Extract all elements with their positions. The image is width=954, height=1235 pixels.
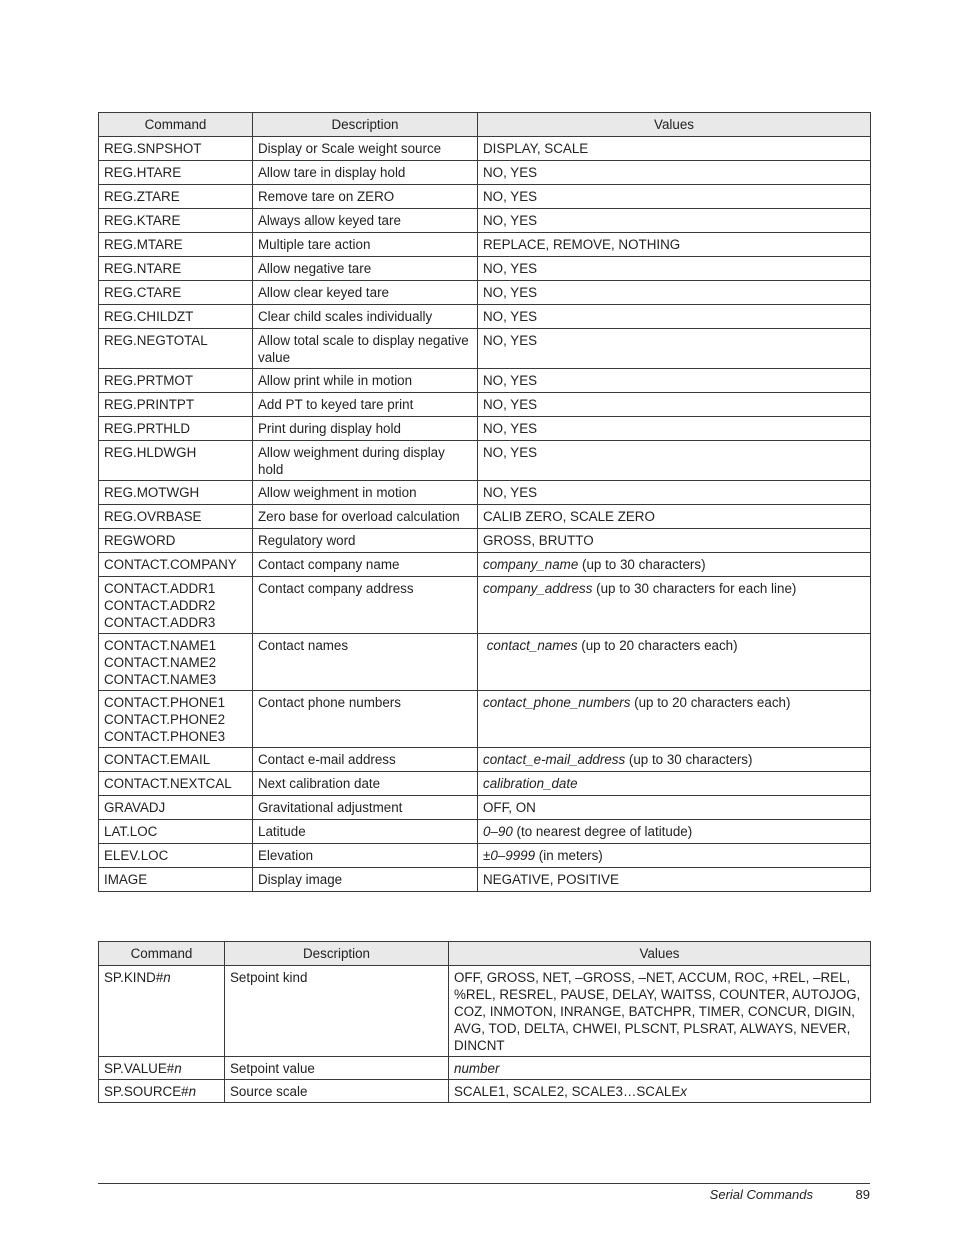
values-cell <box>478 305 871 329</box>
column-header-values: Values <box>478 113 871 137</box>
values-text: NO, YES <box>483 189 538 204</box>
description-cell: Clear child scales individually <box>253 305 478 329</box>
description-cell: Elevation <box>253 844 478 868</box>
values-cell <box>449 966 871 1057</box>
command-cell: REG.PRTMOT <box>99 369 253 393</box>
command-cell: REG.CTARE <box>99 281 253 305</box>
table-row <box>99 281 871 305</box>
command-cell: REG.MOTWGH <box>99 481 253 505</box>
description-cell: Contact e-mail address <box>253 748 478 772</box>
description-cell: Contact company address <box>253 577 478 634</box>
values-cell <box>478 281 871 305</box>
table-row <box>99 966 871 1057</box>
values-cell <box>478 329 871 369</box>
command-cell: REG.NTARE <box>99 257 253 281</box>
values-variable: ±0–9999 <box>483 848 536 863</box>
values-text: NO, YES <box>483 213 538 228</box>
command-cell: REG.ZTARE <box>99 185 253 209</box>
values-text: NO, YES <box>483 333 538 348</box>
command-cell: GRAVADJ <box>99 796 253 820</box>
values-note: (up to 30 characters) <box>578 557 706 572</box>
table-row <box>99 1080 871 1103</box>
values-cell <box>478 868 871 892</box>
values-variable: company_address <box>483 581 593 596</box>
command-text: SP.VALUE# <box>104 1061 175 1076</box>
column-header-values: Values <box>449 942 871 966</box>
values-text: NEGATIVE, POSITIVE <box>483 872 619 887</box>
values-cell <box>478 209 871 233</box>
table-row <box>99 233 871 257</box>
values-note: (up to 20 characters each) <box>577 638 738 653</box>
command-cell: CONTACT.PHONE1 CONTACT.PHONE2 CONTACT.PHONE3 <box>99 691 253 748</box>
values-text: GROSS, BRUTTO <box>483 533 594 548</box>
setpoint-commands-table <box>98 941 871 1103</box>
values-cell <box>478 185 871 209</box>
values-text: OFF, ON <box>483 800 536 815</box>
table-body <box>99 137 871 892</box>
table-row <box>99 161 871 185</box>
values-variable: 0–90 <box>483 824 513 839</box>
description-cell: Allow weighment during display hold <box>253 441 478 481</box>
values-text: NO, YES <box>483 285 538 300</box>
description-cell: Display or Scale weight source <box>253 137 478 161</box>
description-cell: Source scale <box>225 1080 449 1103</box>
command-cell: REG.OVRBASE <box>99 505 253 529</box>
command-cell: REG.MTARE <box>99 233 253 257</box>
values-cell <box>478 820 871 844</box>
command-cell: IMAGE <box>99 868 253 892</box>
values-variable: company_name <box>483 557 579 572</box>
table-row <box>99 748 871 772</box>
table-row <box>99 441 871 481</box>
values-text: NO, YES <box>483 309 538 324</box>
table-header-row <box>99 113 871 137</box>
command-cell: LAT.LOC <box>99 820 253 844</box>
table-row <box>99 505 871 529</box>
description-cell: Always allow keyed tare <box>253 209 478 233</box>
values-cell <box>478 691 871 748</box>
values-text: NO, YES <box>483 485 538 500</box>
values-text: NO, YES <box>483 261 538 276</box>
table-row <box>99 137 871 161</box>
description-cell: Latitude <box>253 820 478 844</box>
command-variable: n <box>174 1061 182 1076</box>
values-note: (to nearest degree of latitude) <box>512 824 693 839</box>
command-text: SP.SOURCE# <box>104 1084 189 1099</box>
command-cell <box>99 966 225 1057</box>
command-cell: REG.SNPSHOT <box>99 137 253 161</box>
values-text: REPLACE, REMOVE, NOTHING <box>483 237 681 252</box>
description-cell: Remove tare on ZERO <box>253 185 478 209</box>
column-header-description: Description <box>253 113 478 137</box>
description-cell: Allow tare in display hold <box>253 161 478 185</box>
table-row <box>99 844 871 868</box>
table-row <box>99 796 871 820</box>
command-cell: REG.PRTHLD <box>99 417 253 441</box>
values-text: CALIB ZERO, SCALE ZERO <box>483 509 655 524</box>
description-cell: Regulatory word <box>253 529 478 553</box>
command-cell: REG.KTARE <box>99 209 253 233</box>
values-cell <box>478 481 871 505</box>
values-cell <box>478 553 871 577</box>
regulatory-commands-table <box>98 112 871 892</box>
table-row <box>99 553 871 577</box>
values-cell <box>478 772 871 796</box>
description-cell: Contact names <box>253 634 478 691</box>
description-cell: Display image <box>253 868 478 892</box>
description-cell: Setpoint kind <box>225 966 449 1057</box>
command-cell: REG.PRINTPT <box>99 393 253 417</box>
command-cell: REG.HLDWGH <box>99 441 253 481</box>
values-cell <box>449 1057 871 1080</box>
description-cell: Contact company name <box>253 553 478 577</box>
table-row <box>99 257 871 281</box>
values-note: (up to 20 characters each) <box>630 695 791 710</box>
table-row <box>99 1057 871 1080</box>
command-variable: n <box>163 970 171 985</box>
description-cell: Zero base for overload calculation <box>253 505 478 529</box>
values-note: (in meters) <box>535 848 603 863</box>
column-header-command: Command <box>99 942 225 966</box>
values-cell <box>478 529 871 553</box>
values-text: DISPLAY, SCALE <box>483 141 589 156</box>
description-cell: Gravitational adjustment <box>253 796 478 820</box>
table-row <box>99 772 871 796</box>
values-cell <box>478 748 871 772</box>
command-cell: ELEV.LOC <box>99 844 253 868</box>
table-row <box>99 481 871 505</box>
values-note: (up to 30 characters for each line) <box>592 581 797 596</box>
table-row <box>99 393 871 417</box>
table-row <box>99 820 871 844</box>
command-cell: REG.HTARE <box>99 161 253 185</box>
description-cell: Multiple tare action <box>253 233 478 257</box>
values-text: NO, YES <box>483 373 538 388</box>
command-cell: REGWORD <box>99 529 253 553</box>
description-cell: Allow negative tare <box>253 257 478 281</box>
table-row <box>99 634 871 691</box>
values-text: NO, YES <box>483 165 538 180</box>
values-cell <box>449 1080 871 1103</box>
table-row <box>99 529 871 553</box>
values-variable: contact_phone_numbers <box>483 695 631 710</box>
values-cell <box>478 393 871 417</box>
description-cell: Print during display hold <box>253 417 478 441</box>
values-variable: calibration_date <box>483 776 578 791</box>
description-cell: Contact phone numbers <box>253 691 478 748</box>
values-variable: x <box>680 1084 687 1099</box>
footer-section-title: Serial Commands <box>709 1187 813 1202</box>
command-cell: CONTACT.NEXTCAL <box>99 772 253 796</box>
table-row <box>99 185 871 209</box>
table-body <box>99 966 871 1103</box>
command-cell: REG.CHILDZT <box>99 305 253 329</box>
command-cell: REG.NEGTOTAL <box>99 329 253 369</box>
description-cell: Setpoint value <box>225 1057 449 1080</box>
description-cell: Allow weighment in motion <box>253 481 478 505</box>
values-cell <box>478 233 871 257</box>
table-row <box>99 868 871 892</box>
values-cell <box>478 577 871 634</box>
values-text: NO, YES <box>483 445 538 460</box>
table-header-row <box>99 942 871 966</box>
values-cell <box>478 369 871 393</box>
description-cell: Allow clear keyed tare <box>253 281 478 305</box>
values-variable: number <box>454 1061 500 1076</box>
table-row <box>99 209 871 233</box>
description-cell: Allow print while in motion <box>253 369 478 393</box>
values-text: SCALE1, SCALE2, SCALE3…SCALE <box>454 1084 681 1099</box>
values-note: (up to 30 characters) <box>625 752 753 767</box>
footer-page-number: 89 <box>855 1187 870 1202</box>
table-row <box>99 369 871 393</box>
table-row <box>99 305 871 329</box>
values-cell <box>478 417 871 441</box>
values-text: NO, YES <box>483 421 538 436</box>
values-cell <box>478 844 871 868</box>
values-cell <box>478 257 871 281</box>
column-header-command: Command <box>99 113 253 137</box>
values-text: NO, YES <box>483 397 538 412</box>
description-cell: Allow total scale to display negative value <box>253 329 478 369</box>
command-cell: CONTACT.ADDR1 CONTACT.ADDR2 CONTACT.ADDR3 <box>99 577 253 634</box>
command-cell: CONTACT.EMAIL <box>99 748 253 772</box>
table-row <box>99 577 871 634</box>
values-cell <box>478 441 871 481</box>
values-cell <box>478 634 871 691</box>
table-row <box>99 691 871 748</box>
table-row <box>99 329 871 369</box>
values-cell <box>478 137 871 161</box>
command-variable: n <box>188 1084 197 1099</box>
table-row <box>99 417 871 441</box>
values-cell <box>478 161 871 185</box>
column-header-description: Description <box>225 942 449 966</box>
command-cell: CONTACT.NAME1 CONTACT.NAME2 CONTACT.NAME3 <box>99 634 253 691</box>
values-variable: contact_names <box>483 638 578 653</box>
description-cell: Add PT to keyed tare print <box>253 393 478 417</box>
command-cell <box>99 1057 225 1080</box>
command-text: SP.KIND# <box>104 970 164 985</box>
footer-divider <box>98 1183 870 1184</box>
values-cell <box>478 505 871 529</box>
values-text: OFF, GROSS, NET, –GROSS, –NET, ACCUM, ROC, +REL, –REL, %REL, RESREL, PAUSE, DELAY, WAITSS, COUNTER, AUTOJOG, COZ, INMOTON, INRANGE, BATCHPR, TIMER, CONCUR, DIGIN, AVG, TOD, DELTA, CHWEI, PLSCNT, PLSRAT, ALWAYS, NEVER, DINCNT <box>454 970 861 1053</box>
values-variable: contact_e-mail_address <box>483 752 626 767</box>
values-cell <box>478 796 871 820</box>
description-cell: Next calibration date <box>253 772 478 796</box>
command-cell <box>99 1080 225 1103</box>
command-cell: CONTACT.COMPANY <box>99 553 253 577</box>
